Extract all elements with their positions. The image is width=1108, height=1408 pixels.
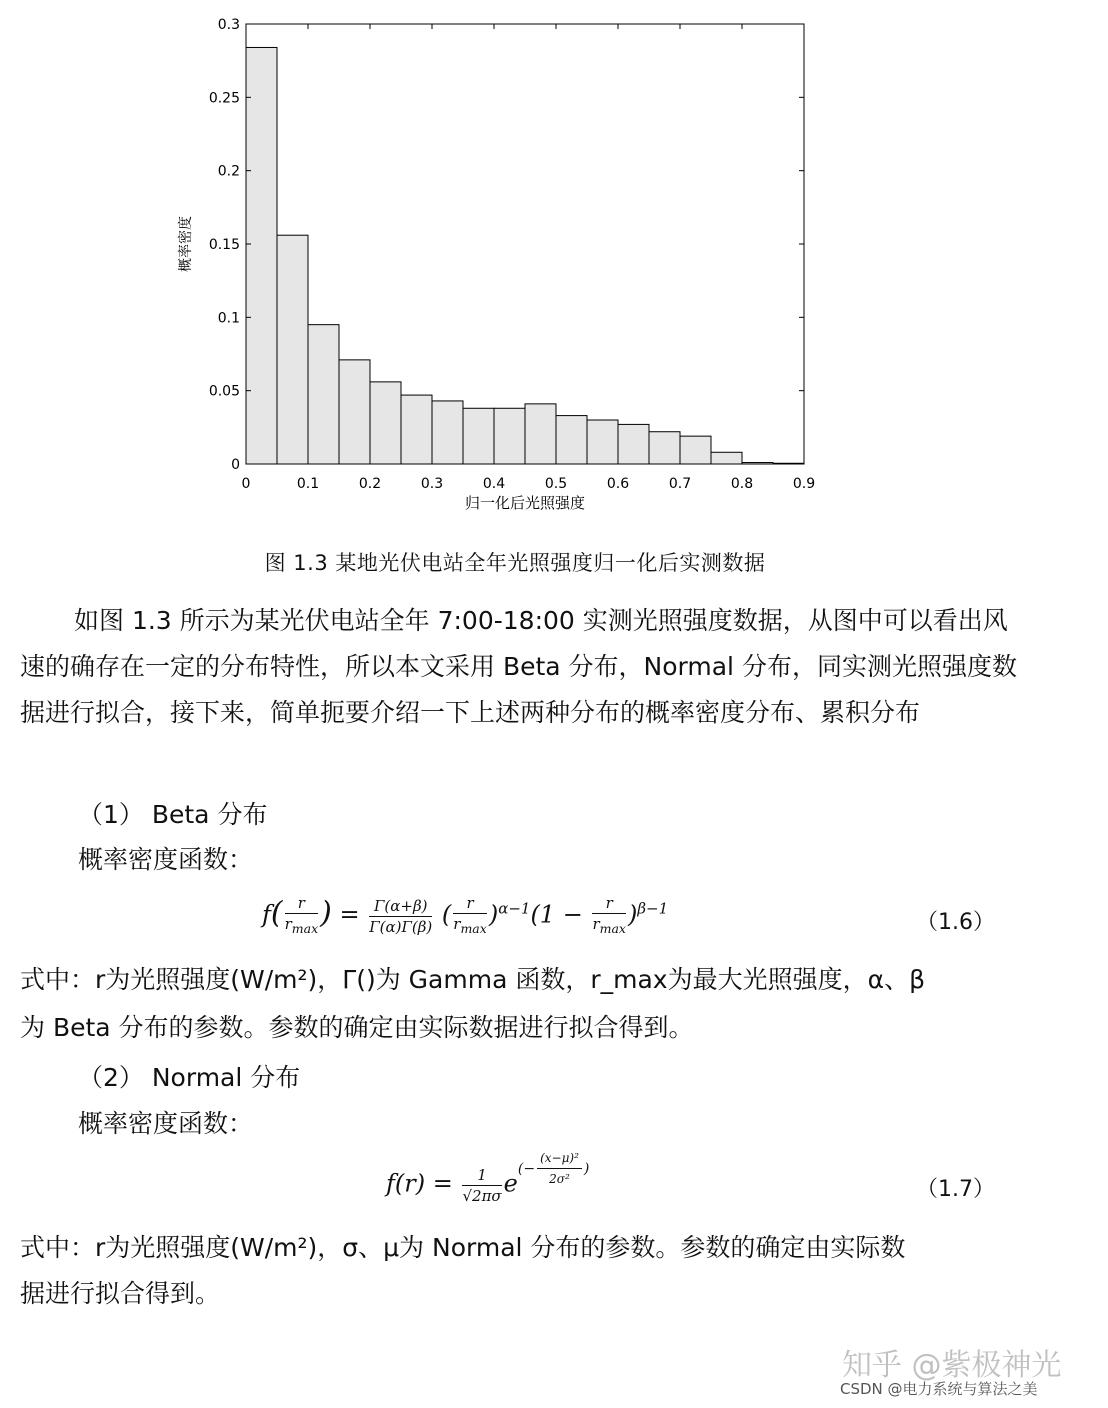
beta-where-line2: 为 Beta 分布的参数。参数的确定由实际数据进行拟合得到。 [20, 1013, 694, 1042]
x-tick-label: 0.6 [606, 476, 630, 492]
bars-group [246, 47, 804, 464]
x-tick-label: 0.5 [544, 476, 568, 492]
x-tick-label: 0.3 [420, 476, 444, 492]
histogram-bar [308, 325, 339, 464]
x-tick-label: 0.4 [482, 476, 506, 492]
histogram-bar [246, 47, 277, 464]
normal-pdf-equation: f(r) = $\frac{1}{√2\pi\sigma}$ $e^{(- \frac{\text{(x−μ)²}}{\text{2σ²}} )}$ [386, 1158, 589, 1206]
zhihu-watermark: 知乎 @紫极神光 [842, 1348, 1062, 1383]
histogram-bar [711, 452, 742, 464]
figure-caption: 图 1.3 某地光伏电站全年光照强度归一化后实测数据 [264, 551, 766, 575]
intro-paragraph: 如图 1.3 所示为某光伏电站全年 7:00-18:00 实测光照强度数据，从图中可以看出风速的确存在一定的分布特性，所以本文采用 Beta 分布，Normal 分布，同实测光照强度数据进行拟合，接下来，简单扼要介绍一下上述两种分布的概率密度分布、累积分布 [20, 606, 1017, 727]
y-tick-label: 0 [231, 457, 240, 473]
y-tick-label: 0.05 [208, 383, 240, 400]
histogram-bar [370, 382, 401, 464]
normal-pdf-label: 概率密度函数： [78, 1109, 254, 1138]
x-tick-label: 0.9 [792, 476, 816, 492]
x-tick-label: 0.2 [358, 476, 382, 492]
y-tick-label: 0.15 [208, 237, 240, 253]
histogram-bar [680, 436, 711, 464]
x-axis-label: 归一化后光照强度 [464, 494, 586, 512]
csdn-watermark: CSDN @电力系统与算法之美 [840, 1380, 1038, 1398]
histogram-chart [160, 0, 860, 525]
beta-equation-number: （1.6） [916, 910, 995, 935]
histogram-bar [277, 235, 308, 464]
histogram-bar [339, 360, 370, 464]
histogram-bar [587, 420, 618, 464]
normal-heading: （2） Normal 分布 [78, 1063, 301, 1092]
y-tick-label: 0.25 [208, 90, 240, 107]
histogram-bar [525, 404, 556, 464]
y-tick-label: 0.1 [217, 310, 240, 327]
histogram-bar [463, 408, 494, 464]
normal-where-line1: 式中：r为光照强度(W/m²)，σ、μ为 Normal 分布的参数。参数的确定由实际数 [20, 1233, 906, 1262]
beta-pdf-equation: f( $\frac{r}{r_{max}}$ ) = $\frac{\Gamma(\alpha+\beta)}{\Gamma(\alpha)\Gamma(\beta)}$ ( $\frac{r}{r_{max}}$ )$^{\alpha-1}$(1 − $\frac{r}{r_{max}}$ )$^{\beta-1}$ [262, 894, 669, 936]
histogram-bar [618, 424, 649, 464]
normal-where-line2: 据进行拟合得到。 [20, 1279, 221, 1308]
y-tick-label: 0.2 [217, 163, 240, 180]
y-tick-label: 0.3 [217, 17, 240, 33]
x-tick-label: 0.8 [730, 476, 754, 492]
beta-where-line1: 式中：r为光照强度(W/m²)，Γ()为 Gamma 函数，r_max为最大光照强度，α、β [20, 965, 926, 994]
beta-heading: （1） Beta 分布 [78, 800, 268, 829]
beta-pdf-label: 概率密度函数： [78, 845, 254, 874]
histogram-bar [556, 416, 587, 464]
histogram-bar [494, 408, 525, 464]
x-tick-label: 0.7 [668, 476, 692, 492]
x-tick-label: 0.1 [296, 476, 320, 492]
normal-equation-number: （1.7） [916, 1177, 995, 1202]
histogram-bar [649, 432, 680, 464]
x-tick-label: 0 [241, 476, 251, 492]
y-axis-label: 概率密度 [178, 216, 194, 272]
histogram-bar [401, 395, 432, 464]
histogram-bar [432, 401, 463, 464]
